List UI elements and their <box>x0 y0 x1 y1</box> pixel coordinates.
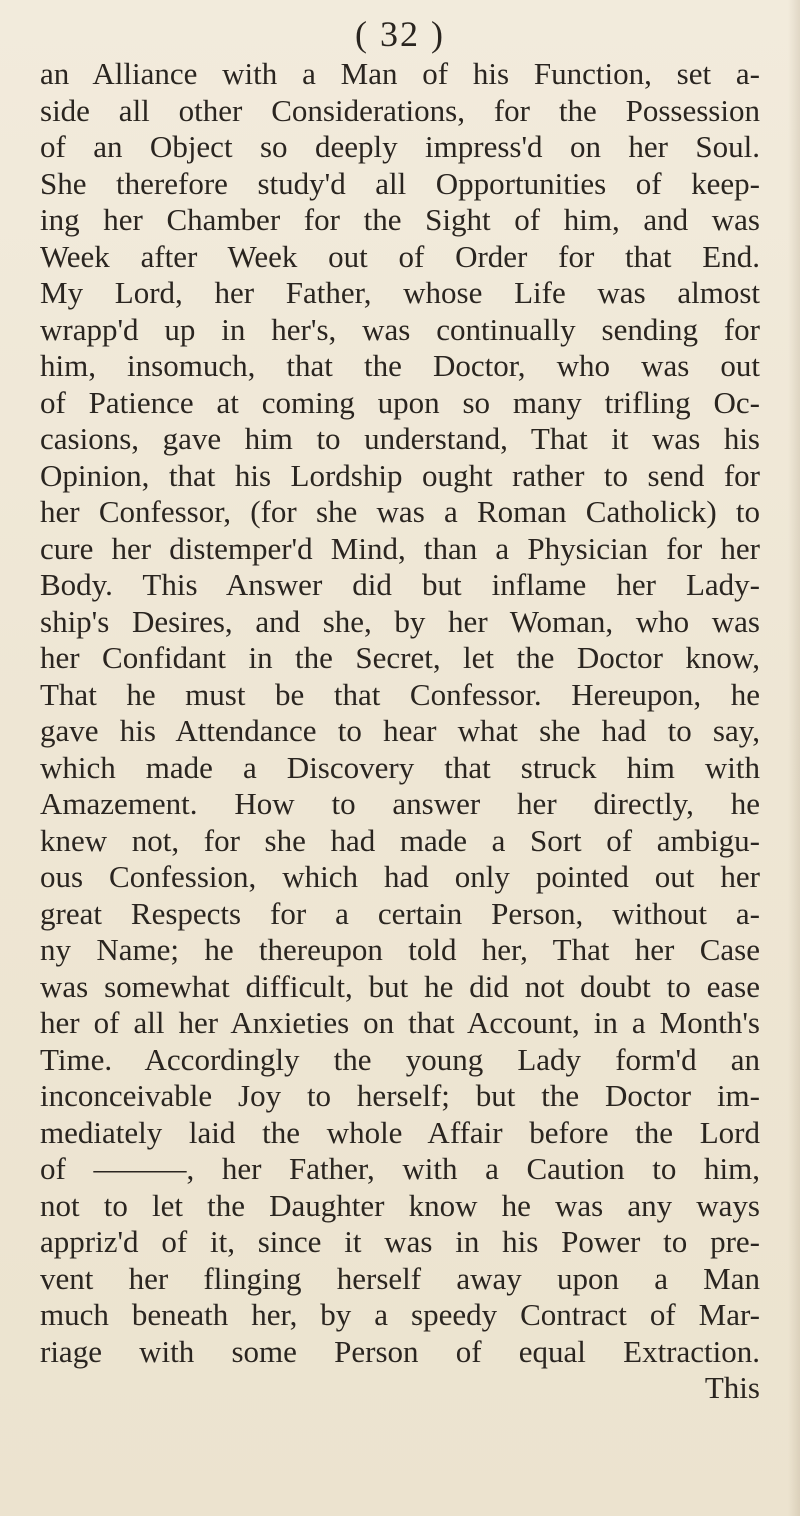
text-line: riage with some Person of equal Extraction. <box>40 1333 760 1369</box>
text-line: casions, gave him to understand, That it was his <box>40 421 760 456</box>
text-line: an Alliance with a Man of his Function, set a- <box>40 56 760 91</box>
body-text <box>40 56 760 1370</box>
text-line: ship's Desires, and she, by her Woman, who was <box>40 603 760 639</box>
text-line: of an Object so deeply impress'd on her Soul. <box>40 129 760 164</box>
text-line: her Confessor, (for she was a Roman Catholick) to <box>40 494 760 529</box>
text-line: My Lord, her Father, whose Life was almost <box>40 275 760 310</box>
text-line: That he must be that Confessor. Hereupon, he <box>40 676 760 712</box>
text-line: not to let the Daughter know he was any ways <box>40 1187 760 1223</box>
text-line: knew not, for she had made a Sort of ambigu- <box>40 822 760 858</box>
text-line: Time. Accordingly the young Lady form'd an <box>40 1041 760 1077</box>
text-line: was somewhat difficult, but he did not doubt to ease <box>40 968 760 1004</box>
text-line: ny Name; he thereupon told her, That her Case <box>40 932 760 967</box>
text-line: gave his Attendance to hear what she had to say, <box>40 713 760 748</box>
text-line: Week after Week out of Order for that End. <box>40 238 760 274</box>
page-edge-shadow <box>788 0 800 1516</box>
text-line: appriz'd of it, since it was in his Power to pre- <box>40 1224 760 1259</box>
text-line: She therefore study'd all Opportunities of keep- <box>40 165 760 201</box>
text-line: vent her flinging herself away upon a Man <box>40 1260 760 1296</box>
text-line: Opinion, that his Lordship ought rather to send for <box>40 457 760 493</box>
text-line: of ———, her Father, with a Caution to him, <box>40 1151 760 1186</box>
catchword: This <box>704 1370 760 1405</box>
text-line: side all other Considerations, for the Possession <box>40 92 760 128</box>
text-line: which made a Discovery that struck him with <box>40 749 760 785</box>
text-line: Amazement. How to answer her directly, he <box>40 786 760 821</box>
text-line: wrapp'd up in her's, was continually sending for <box>40 311 760 347</box>
text-line: much beneath her, by a speedy Contract of Mar- <box>40 1297 760 1332</box>
text-line: of Patience at coming upon so many trifling Oc- <box>40 384 760 420</box>
text-line: ing her Chamber for the Sight of him, and was <box>40 202 760 237</box>
text-line: inconceivable Joy to herself; but the Doctor im- <box>40 1078 760 1113</box>
page-number: ( 32 ) <box>355 14 445 54</box>
text-line: her Confidant in the Secret, let the Doctor know, <box>40 640 760 675</box>
text-line: ous Confession, which had only pointed out her <box>40 859 760 894</box>
text-line: cure her distemper'd Mind, than a Physician for her <box>40 530 760 566</box>
text-line: mediately laid the whole Affair before the Lord <box>40 1114 760 1150</box>
text-line: Body. This Answer did but inflame her Lady- <box>40 567 760 602</box>
text-line: her of all her Anxieties on that Account, in a Month's <box>40 1005 760 1040</box>
text-line: great Respects for a certain Person, without a- <box>40 895 760 931</box>
text-line: him, insomuch, that the Doctor, who was out <box>40 348 760 383</box>
